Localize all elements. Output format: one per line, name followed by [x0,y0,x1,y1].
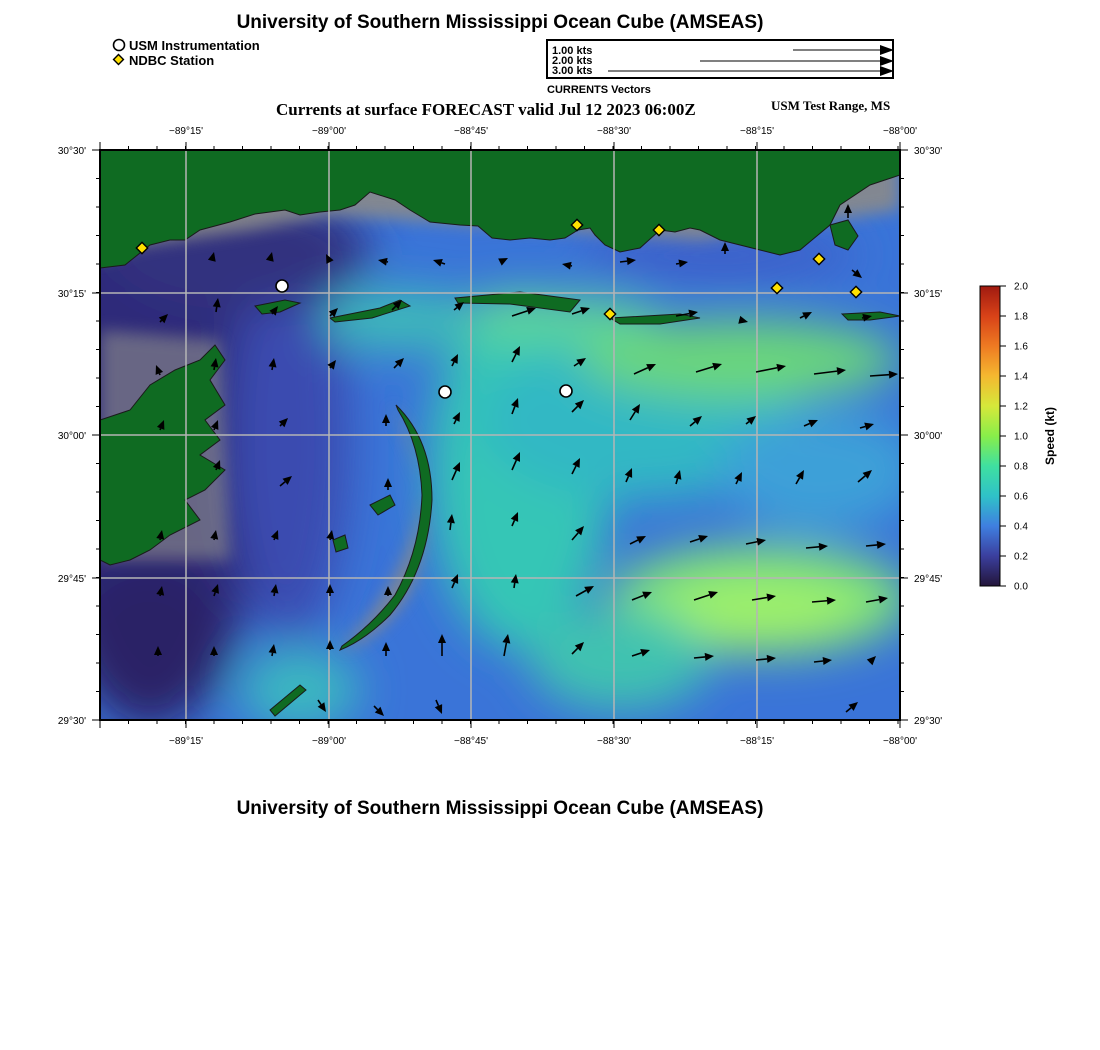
colorbar-label: Speed (kt) [1043,406,1057,466]
lat-label: 30°15' [57,289,86,300]
lat-label: 29°30' [914,716,943,727]
current-vector-shaft [272,313,273,314]
colorbar-tick-label: 0.2 [1014,551,1028,563]
colorbar-tick-label: 0.4 [1014,521,1028,533]
lon-label: −88°15' [740,126,774,137]
lon-label: −88°30' [597,736,631,747]
usm-instrument-marker [439,386,451,398]
lat-label: 30°30' [57,146,86,157]
current-vector-shaft [160,428,161,430]
vector-key-1: 1.00 kts [552,45,593,57]
current-vector-shaft [514,583,515,588]
usm-legend-label: USM Instrumentation [129,38,260,53]
colorbar-tick-label: 2.0 [1014,281,1028,293]
region-label: USM Test Range, MS [771,98,891,113]
lat-label: 30°00' [914,431,943,442]
lon-labels-top [169,126,917,137]
colorbar-tick-label: 1.2 [1014,401,1028,413]
vector-key-2: 2.00 kts [552,55,593,67]
current-vector-shaft [450,523,451,530]
colorbar-tick-label: 0.8 [1014,461,1028,473]
lon-label: −89°15' [169,126,203,137]
lat-label: 29°30' [57,716,86,727]
usm-instrument-marker [560,385,572,397]
colorbar-tick-label: 1.6 [1014,341,1028,353]
current-vector-shaft [274,593,275,596]
current-vector-shaft [214,367,215,370]
current-vector-shaft [216,307,217,312]
usm-instrument-marker [276,280,288,292]
colorbar-tick-label: 0.6 [1014,491,1028,503]
lon-label: −89°00' [312,736,346,747]
current-vector-shaft [272,653,273,656]
lon-label: −88°00' [883,126,917,137]
current-vector-shaft [272,367,273,370]
colorbar-scale [980,286,1000,586]
current-vector-shaft [756,659,767,660]
current-vector-shaft [866,545,877,546]
lon-label: −89°15' [169,736,203,747]
lon-label: −88°45' [454,126,488,137]
current-vector-shaft [159,373,160,375]
lon-label: −88°00' [883,736,917,747]
vector-key-3: 3.00 kts [552,65,593,77]
lat-label: 29°45' [914,574,943,585]
lon-label: −88°45' [454,736,488,747]
lon-labels-bottom [169,736,917,747]
colorbar-tick-label: 1.8 [1014,311,1028,323]
lon-label: −88°15' [740,736,774,747]
current-vector-shaft [214,593,215,596]
current-vector-shaft [694,657,705,658]
lat-labels-right [914,146,942,727]
current-vector-shaft [274,538,275,540]
map-subtitle: Currents at surface FORECAST valid Jul 12 2023 06:00Z [276,100,696,119]
vector-key-caption: CURRENTS Vectors [547,84,651,96]
lat-label: 29°45' [57,574,86,585]
lon-label: −89°00' [312,126,346,137]
current-vector-shaft [620,261,627,262]
page-title: University of Southern Mississippi Ocean Cube (AMSEAS) [236,12,764,33]
current-vector-shaft [214,428,215,430]
lat-label: 30°30' [914,146,943,157]
speed-colorbar [970,275,1070,600]
colorbar-ticks [1000,282,1028,593]
footer-title: University of Southern Mississippi Ocean Cube (AMSEAS) [236,798,764,819]
current-vector-shaft [442,263,445,264]
current-vector-shaft [676,263,679,264]
colorbar-tick-label: 1.0 [1014,431,1028,443]
lat-label: 30°00' [57,431,86,442]
ndbc-legend-label: NDBC Station [129,53,215,68]
colorbar-tick-label: 0.0 [1014,581,1028,593]
map-area [30,130,920,730]
current-vector-shaft [330,367,331,368]
lat-labels-left [58,146,86,727]
lon-label: −88°30' [597,126,631,137]
colorbar-tick-label: 1.4 [1014,371,1028,383]
current-vector-shaft [814,661,823,662]
lat-label: 30°15' [914,289,943,300]
current-vector-shaft [216,468,217,470]
